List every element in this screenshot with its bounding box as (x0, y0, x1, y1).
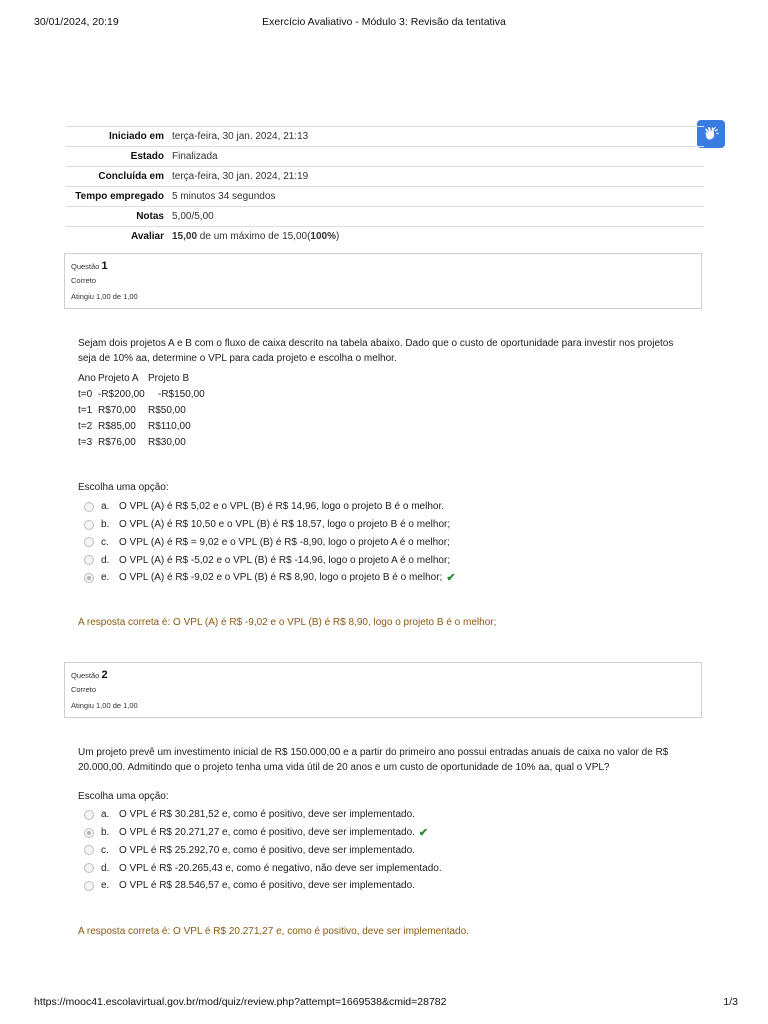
summary-value: 5 minutos 34 segundos (172, 191, 276, 202)
answer-option[interactable] (84, 498, 684, 516)
option-letter: e. (101, 880, 110, 892)
correct-answer-feedback: A resposta correta é: O VPL (A) é R$ -9,02 e o VPL (B) é R$ 8,90, logo o projeto B é o melhor; (78, 617, 497, 628)
print-title: Exercício Avaliativo - Módulo 3: Revisão da tentativa (262, 16, 506, 28)
summary-row (66, 207, 704, 227)
correct-check-icon: ✔ (418, 827, 429, 840)
cash-flow-row (78, 387, 205, 403)
question-text-1: Sejam dois projetos A e B com o fluxo de caixa descrito na tabela abaixo. Dado que o custo de oportunidade para investir nos projetos seja de 10% aa, determine o VPL para cada projeto e escolha o melhor. (78, 338, 674, 364)
print-url: https://mooc41.escolavirtual.gov.br/mod/quiz/review.php?attempt=1669538&cmid=28782 (34, 996, 447, 1008)
option-text: O VPL é R$ 30.281,52 e, como é positivo, deve ser implementado. (119, 809, 415, 821)
option-letter: c. (101, 844, 109, 856)
cf-cell: R$70,00 (98, 405, 136, 416)
question-text-2: Um projeto prevê um investimento inicial de R$ 150.000,00 e a partir do primeiro ano possui entradas anuais de caixa no valor de R$ 20.000,00. Admitindo que o projeto tenha uma vida útil de 20 anos e um custo de oportunidade de 10% aa, qual o VPL? (78, 747, 669, 773)
option-letter: a. (101, 501, 110, 513)
grade-max-text: de um máximo de 15,00( (197, 231, 311, 242)
option-letter: d. (101, 554, 110, 566)
option-text: O VPL (A) é R$ 5,02 e o VPL (B) é R$ 14,96, logo o projeto B é o melhor. (119, 501, 444, 513)
summary-row (66, 187, 704, 207)
answer-option[interactable] (84, 806, 684, 824)
cf-cell: R$30,00 (148, 437, 186, 448)
cf-cell: t=2 (78, 421, 93, 432)
summary-label: Concluída em (98, 171, 164, 182)
option-text: O VPL é R$ 20.271,27 e, como é positivo, deve ser implementado. (119, 827, 415, 839)
cf-cell: Projeto A (98, 373, 139, 384)
radio-button[interactable] (84, 863, 94, 873)
grade-percent: 100% (310, 231, 336, 242)
option-letter: a. (101, 809, 110, 821)
cf-cell: Ano (78, 373, 96, 384)
cf-cell: -R$200,00 (98, 389, 145, 400)
summary-label: Estado (130, 151, 164, 162)
cf-cell: t=1 (78, 405, 93, 416)
radio-button[interactable] (84, 555, 94, 565)
summary-label: Iniciado em (108, 131, 164, 142)
print-footer (34, 996, 738, 1012)
cash-flow-row (78, 371, 205, 387)
print-datetime: 30/01/2024, 20:19 (34, 16, 119, 28)
correct-answer-feedback: A resposta correta é: O VPL é R$ 20.271,27 e, como é positivo, deve ser implementado. (78, 926, 469, 937)
answer-option[interactable] (84, 877, 684, 895)
grade-close-paren: ) (336, 231, 340, 242)
radio-button[interactable] (84, 537, 94, 547)
summary-label: Avaliar (131, 231, 164, 242)
question-label: Questão (71, 671, 100, 680)
option-letter: b. (101, 827, 110, 839)
cf-cell: R$50,00 (148, 405, 186, 416)
summary-label: Tempo empregado (75, 191, 164, 202)
grade-score: 15,00 (172, 231, 198, 242)
option-letter: d. (101, 862, 110, 874)
summary-value: terça-feira, 30 jan. 2024, 21:19 (172, 171, 309, 182)
option-text: O VPL é R$ -20.265,43 e, como é negativo, não deve ser implementado. (119, 862, 442, 874)
cash-flow-row (78, 403, 205, 419)
cash-flow-row (78, 419, 205, 435)
summary-value: 5,00/5,00 (172, 211, 214, 222)
cf-cell: -R$150,00 (158, 389, 205, 400)
radio-button[interactable] (84, 502, 94, 512)
answer-option[interactable] (84, 859, 684, 877)
summary-row (66, 147, 704, 167)
answer-option-selected[interactable] (84, 569, 684, 587)
question-status: Correto (71, 276, 97, 285)
answer-option[interactable] (84, 842, 684, 860)
option-letter: c. (101, 536, 109, 548)
choose-option-prompt: Escolha uma opção: (78, 791, 169, 802)
summary-value (172, 227, 704, 247)
answer-option[interactable] (84, 534, 684, 552)
answer-option[interactable] (84, 516, 684, 534)
option-text: O VPL é R$ 28.546,57 e, como é positivo, deve ser implementado. (119, 880, 415, 892)
radio-button[interactable] (84, 845, 94, 855)
option-text: O VPL (A) é R$ = 9,02 e o VPL (B) é R$ -8,90, logo o projeto A é o melhor; (119, 536, 450, 548)
question-grade: Atingiu 1,00 de 1,00 (71, 701, 138, 710)
radio-button-checked[interactable] (84, 573, 94, 583)
question-info-2 (64, 662, 702, 718)
answer-options-2 (84, 806, 684, 895)
radio-button[interactable] (84, 881, 94, 891)
answer-option[interactable] (84, 551, 684, 569)
cf-cell: Projeto B (148, 373, 190, 384)
cf-cell: t=3 (78, 437, 93, 448)
cf-cell: R$110,00 (148, 421, 191, 432)
cf-cell: R$85,00 (98, 421, 136, 432)
summary-value: terça-feira, 30 jan. 2024, 21:13 (172, 131, 309, 142)
radio-button-checked[interactable] (84, 828, 94, 838)
question-grade: Atingiu 1,00 de 1,00 (71, 292, 138, 301)
question-label: Questão (71, 262, 100, 271)
print-header (34, 16, 734, 32)
answer-option-selected[interactable] (84, 824, 684, 842)
radio-button[interactable] (84, 810, 94, 820)
option-text: O VPL (A) é R$ 10,50 e o VPL (B) é R$ 18,57, logo o projeto B é o melhor; (119, 519, 451, 531)
choose-option-prompt: Escolha uma opção: (78, 482, 169, 493)
cf-cell: t=0 (78, 389, 93, 400)
attempt-summary-table (66, 126, 704, 246)
cash-flow-row (78, 435, 205, 451)
question-number: 2 (101, 669, 108, 681)
option-text: O VPL (A) é R$ -5,02 e o VPL (B) é R$ -14,96, logo o projeto A é o melhor; (119, 554, 451, 566)
option-text: O VPL é R$ 25.292,70 e, como é positivo, deve ser implementado. (119, 844, 415, 856)
hands-sign-language-icon (702, 125, 720, 143)
radio-button[interactable] (84, 520, 94, 530)
summary-label: Notas (136, 211, 164, 222)
question-info-1 (64, 253, 702, 309)
cash-flow-table (78, 371, 205, 451)
question-status: Correto (71, 685, 97, 694)
option-letter: b. (101, 519, 110, 531)
summary-row (66, 167, 704, 187)
answer-options-1 (84, 498, 684, 587)
summary-value: Finalizada (172, 151, 218, 162)
cf-cell: R$76,00 (98, 437, 136, 448)
summary-row (66, 127, 704, 147)
summary-row (66, 227, 704, 247)
option-letter: e. (101, 572, 110, 584)
question-number: 1 (101, 260, 108, 272)
option-text: O VPL (A) é R$ -9,02 e o VPL (B) é R$ 8,90, logo o projeto B é o melhor; (119, 572, 443, 584)
correct-check-icon: ✔ (446, 572, 456, 585)
page-number: 1/3 (723, 996, 738, 1008)
